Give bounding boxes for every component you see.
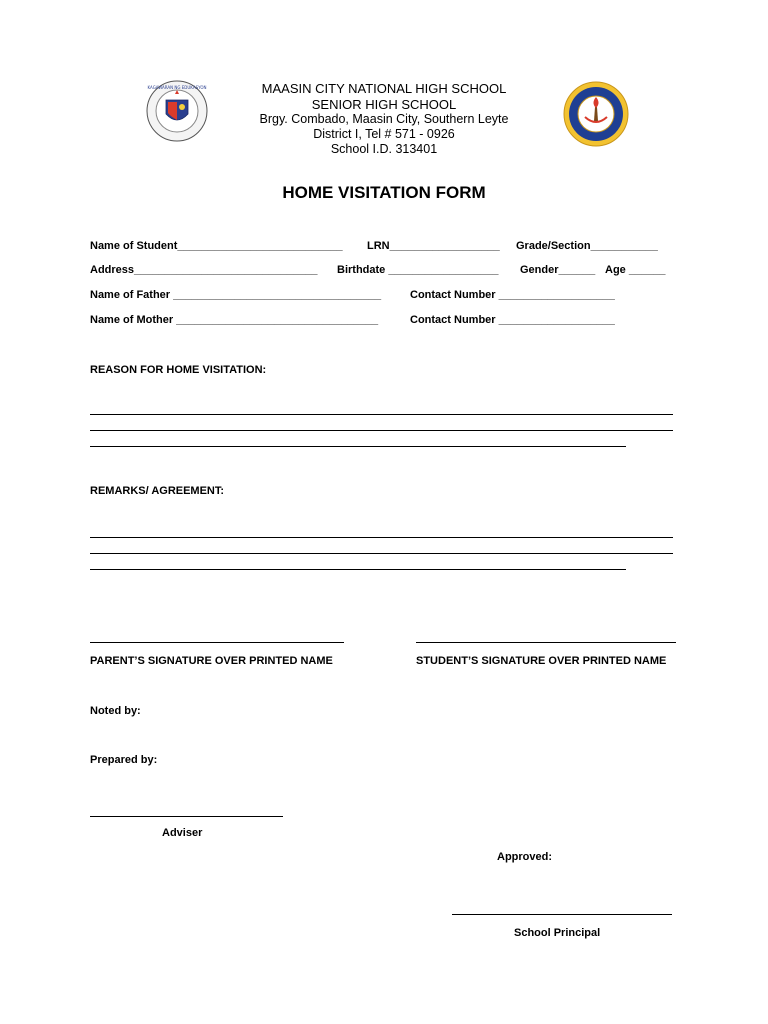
grade-section-field[interactable]: Grade/Section___________ [516, 240, 658, 252]
address-field[interactable]: Address______________________________ [90, 264, 318, 276]
svg-text:KAGAWARAN NG EDUKASYON: KAGAWARAN NG EDUKASYON [147, 85, 207, 90]
school-name: MAASIN CITY NATIONAL HIGH SCHOOL [261, 81, 507, 96]
remarks-line-1[interactable] [90, 537, 673, 538]
gender-field[interactable]: Gender______ [520, 264, 596, 276]
name-of-mother-field[interactable]: Name of Mother _________________________________ [90, 314, 379, 326]
father-contact-number-field[interactable]: Contact Number ___________________ [410, 289, 615, 301]
remarks-heading: REMARKS/ AGREEMENT: [90, 485, 225, 497]
adviser-label: Adviser [162, 827, 203, 839]
reason-line-1[interactable] [90, 414, 673, 415]
name-of-father-field[interactable]: Name of Father __________________________________ [90, 289, 382, 301]
reason-line-2[interactable] [90, 430, 673, 431]
mother-contact-number-field[interactable]: Contact Number ___________________ [410, 314, 615, 326]
school-district-tel: District I, Tel # 571 - 0926 [313, 127, 455, 141]
form-title: HOME VISITATION FORM [282, 183, 486, 202]
birthdate-field[interactable]: Birthdate __________________ [337, 264, 499, 276]
student-signature-line[interactable] [416, 642, 676, 643]
principal-signature-line[interactable] [452, 914, 672, 915]
prepared-by-label: Prepared by: [90, 754, 158, 766]
parent-signature-line[interactable] [90, 642, 344, 643]
school-id: School I.D. 313401 [330, 142, 438, 156]
principal-label: School Principal [514, 927, 601, 939]
noted-by-label: Noted by: [90, 705, 141, 717]
school-department: SENIOR HIGH SCHOOL [311, 97, 457, 112]
lrn-field[interactable]: LRN__________________ [367, 240, 500, 252]
school-address: Brgy. Combado, Maasin City, Southern Leyte [259, 112, 509, 126]
remarks-line-2[interactable] [90, 553, 673, 554]
adviser-signature-line[interactable] [90, 816, 283, 817]
reason-heading: REASON FOR HOME VISITATION: [90, 364, 267, 376]
remarks-line-3[interactable] [90, 569, 626, 570]
student-signature-label: STUDENT’S SIGNATURE OVER PRINTED NAME [416, 655, 667, 667]
reason-line-3[interactable] [90, 446, 626, 447]
age-field[interactable]: Age ______ [605, 264, 666, 276]
name-of-student-field[interactable]: Name of Student___________________________ [90, 240, 343, 252]
approved-label: Approved: [497, 851, 552, 863]
parent-signature-label: PARENT’S SIGNATURE OVER PRINTED NAME [90, 655, 333, 667]
